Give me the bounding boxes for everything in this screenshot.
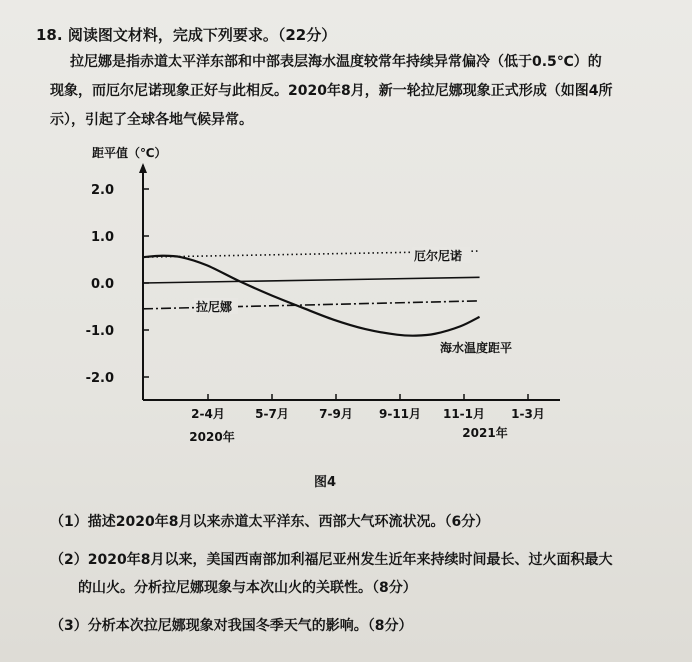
figure-caption: 图4 — [314, 475, 337, 490]
subquestion-3-label: （3） — [50, 618, 88, 634]
y-tick-label: -2.0 — [85, 371, 114, 386]
el-nino-label: 厄尔尼诺 — [414, 249, 463, 263]
y-axis-arrow — [139, 163, 147, 173]
x-tick-label: 9-11月 — [378, 407, 422, 421]
question-number: 18. — [36, 26, 63, 44]
la-nina-threshold-line — [143, 301, 480, 309]
sst-anomaly-label: 海水温度距平 — [440, 341, 513, 355]
paragraph-line-2: 现象，而厄尔尼诺现象正好与此相反。2020年8月，新一轮拉尼娜现象正式形成（如图4所 — [50, 83, 613, 99]
subquestion-3 — [50, 612, 650, 640]
paragraph-line-1: 拉尼娜是指赤道太平洋东部和中部表层海水温度较常年持续异常偏冷（低于0.5℃）的 — [70, 54, 602, 70]
subquestion-3-text: 分析本次拉尼娜现象对我国冬季天气的影响。（8分） — [87, 618, 413, 634]
subquestion-2-label: （2） — [50, 552, 88, 568]
x-tick-label: 2-4月 — [191, 407, 225, 421]
x-tick-label: 1-3月 — [511, 407, 545, 421]
subquestion-1-text: 描述2020年8月以来赤道太平洋东、西部大气环流状况。（6分） — [87, 514, 490, 530]
question-title: 阅读图文材料，完成下列要求。（22分） — [67, 26, 337, 44]
subquestion-1-label: （1） — [50, 514, 88, 530]
x-year-label-2021: 2021年 — [462, 426, 508, 440]
sst-anomaly-line — [143, 256, 480, 336]
subquestion-1 — [50, 508, 650, 536]
x-tick-label: 7-9月 — [319, 407, 353, 421]
x-tick-label: 5-7月 — [255, 407, 289, 421]
subquestion-2-text: 2020年8月以来，美国西南部加利福尼亚州发生近年来持续时间最长、过火面积最大 — [87, 552, 613, 568]
subquestion-2-text-cont: 的山火。分析拉尼娜现象与本次山火的关联性。（8分） — [78, 580, 417, 596]
la-nina-label: 拉尼娜 — [196, 300, 233, 314]
x-year-label-2020: 2020年 — [189, 430, 235, 444]
subquestion-2 — [50, 546, 650, 602]
y-tick-label: -1.0 — [85, 324, 114, 339]
y-tick-label: 2.0 — [90, 183, 114, 198]
y-tick-label: 1.0 — [90, 230, 114, 245]
zero-reference-line — [143, 277, 480, 283]
y-tick-label: 0.0 — [90, 277, 114, 292]
y-axis-label: 距平值（℃） — [92, 146, 167, 160]
paragraph-line-3: 示），引起了全球各地气候异常。 — [50, 112, 253, 128]
x-tick-label: 11-1月 — [442, 407, 486, 421]
